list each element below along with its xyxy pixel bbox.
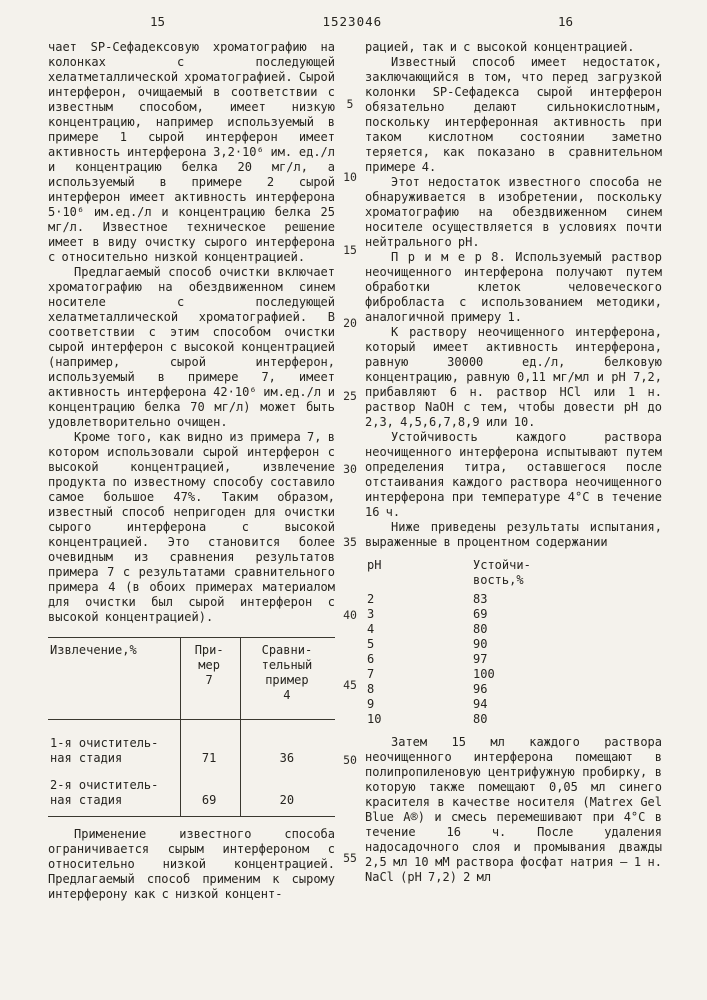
line-number: 30	[343, 462, 357, 476]
paragraph: рацией, так и с высокой концентрацией.	[365, 40, 635, 54]
line-number: 25	[343, 389, 357, 403]
line-number: 10	[343, 170, 357, 184]
table-cell-ph: 2	[367, 592, 375, 606]
table-cell-ph: 6	[367, 652, 375, 666]
paragraph: Устойчивость каждого раствора неочищенного интерферона испытывают путем определения титра, оставшегося после отстаивания каждого раствора неочищенного интерферона при температуре 4°С в течение 16 ч.	[365, 430, 662, 519]
page-content	[48, 40, 662, 994]
table-row	[367, 607, 531, 622]
table-cell-value: 71	[180, 720, 240, 775]
table-cell-ph: 7	[367, 667, 375, 681]
table-cell-stability: 97	[473, 652, 488, 666]
table-header-row	[367, 558, 531, 592]
paragraph: Кроме того, как видно из примера 7, в котором использовали сырой интерферон с высокой концентрацией, извлечение продукта по известному способу составило самое большое 47%. Таким образом, известный способ непригоден для очистки сырого интерферона с высокой концентрацией. Это становится более очевидным из сравнения результатов примера 7 с результатами сравнительного примера 4 (в обоих примерах материалом для очистки был сырой интерферон с высокой концентрацией).	[48, 430, 335, 624]
table-header-comparative: Сравни- тельный пример 4	[240, 638, 335, 720]
line-number: 55	[343, 851, 357, 865]
table-row	[367, 667, 531, 682]
table-row	[367, 592, 531, 607]
table-cell-ph: 5	[367, 637, 375, 651]
table-cell-stability: 80	[473, 712, 488, 726]
table-cell-stage-2: 2-я очиститель- ная стадия	[50, 778, 159, 807]
table-header-extraction: Извлечение,%	[48, 638, 180, 720]
right-page-number: 16	[558, 14, 574, 29]
table-header-example-7: При- мер 7	[180, 638, 240, 720]
table-row	[48, 720, 335, 775]
center-gutter	[335, 40, 365, 994]
table-cell-stage-1: 1-я очиститель- ная стадия	[50, 736, 159, 765]
table-cell-ph: 9	[367, 697, 375, 711]
paragraph: Этот недостаток известного способа не обнаруживается в изобретении, поскольку хроматографию на обездвиженном синем носителе осуществляется в условиях почти нейтрального pH.	[365, 175, 662, 249]
paragraph: Предлагаемый способ очистки включает хроматографию на обездвиженном синем носителе с последующей хелатметаллической хроматографией. В соответствии с этим способом очистки сырой интерферон с высокой концентрацией (например, сырой интерферон, используемый в примере 7, имеет активность интерферона 42·10⁶ им.ед./л и концентрацию белка 70 мг/л) может быть удовлетворительно очищен.	[48, 265, 335, 429]
line-number: 45	[343, 678, 357, 692]
left-column	[48, 40, 335, 994]
table-cell-stability: 90	[473, 637, 488, 651]
table-cell-ph: 4	[367, 622, 375, 636]
table-cell-stability: 80	[473, 622, 488, 636]
table-cell-value: 20	[240, 774, 335, 817]
line-number: 35	[343, 535, 357, 549]
table-header-ph: pH	[367, 558, 382, 572]
ph-stability-table	[367, 558, 531, 727]
table-row	[48, 774, 335, 817]
line-number: 5	[346, 97, 354, 111]
table-row	[367, 697, 531, 712]
line-number: 50	[343, 753, 357, 767]
table-cell-ph: 10	[367, 712, 382, 726]
table-cell-ph: 3	[367, 607, 375, 621]
paragraph: чает SP-Сефадексовую хроматографию на колонках с последующей хелатметаллической хроматографией. Сырой интерферон, очищаемый в соответствии с известным способом, имеет низкую концентрацию, например используемый в примере 1 сырой интерферон имеет активность интерферона 3,2·10⁶ им. ед./л и концентрацию белка 20 мг/л, а используемый в примере 2 сырой интерферон имеет активность интерферона 5·10⁶ им.ед./л и концентрацию белка 25 мг/л. Известное техническое решение имеет в виду очистку сырого интерферона с относительно низкой концентрацией.	[48, 40, 335, 264]
table-row	[367, 682, 531, 697]
table-row	[367, 637, 531, 652]
table-row	[367, 652, 531, 667]
paragraph: Ниже приведены результаты испытания, выраженные в процентном содержании	[365, 520, 662, 549]
paragraph: Известный способ имеет недостаток, заключающийся в том, что перед загрузкой колонки SP-Сефадекса сырой интерферон обязательно делают сильнокислотным, поскольку интерферонная активность при таком кислотном состоянии заметно теряется, как показано в сравнительном примере 4.	[365, 55, 662, 174]
table-cell-ph: 8	[367, 682, 375, 696]
extraction-table	[48, 637, 335, 817]
line-number: 20	[343, 316, 357, 330]
line-number: 40	[343, 608, 357, 622]
paragraph: П р и м е р 8. Используемый раствор неочищенного интерферона получают путем обработки клеток человеческого фибробласта с использованием методики, аналогичной примеру 1.	[365, 250, 662, 324]
table-cell-stability: 83	[473, 592, 488, 606]
table-cell-stability: 96	[473, 682, 488, 696]
table-row	[367, 712, 531, 727]
left-page-number: 15	[150, 14, 166, 29]
table-header-row	[48, 638, 335, 720]
table-cell-stability: 69	[473, 607, 488, 621]
table-header-stability: Устойчи- вость,%	[473, 558, 531, 587]
table-cell-value: 36	[240, 720, 335, 775]
table-row	[367, 622, 531, 637]
right-column	[365, 40, 662, 994]
document-number: 1523046	[322, 14, 383, 29]
table-cell-stability: 100	[473, 667, 495, 681]
page-header	[0, 14, 707, 34]
line-number: 15	[343, 243, 357, 257]
paragraph: К раствору неочищенного интерферона, который имеет активность интерферона, равную 30000 ед./л, белковую концентрацию, равную 0,11 мг/мл и pH 7,2, прибавляют 6 н. раствор HCl или 1 н. раствор NaOH с тем, чтобы довести pH до 2,3, 4,5,6,7,8,9 или 10.	[365, 325, 662, 429]
table-cell-stability: 94	[473, 697, 488, 711]
table-cell-value: 69	[180, 774, 240, 817]
paragraph: Применение известного способа ограничивается сырым интерфероном с относительно низкой концентрацией. Предлагаемый способ применим к сырому интерферону как с низкой концент-	[48, 827, 335, 901]
paragraph: Затем 15 мл каждого раствора неочищенного интерферона помещают в полипропиленовую центрифужную пробирку, в которую также помещают 0,05 мл синего красителя в качестве носителя (Matrex Gel Blue A®) и смесь перемешивают при 4°С в течение 16 ч. После удаления надосадочного слоя и промывания дважды 2,5 мл 10 мМ раствора фосфат натрия — 1 н. NaCl (pH 7,2) 2 мл	[365, 735, 662, 884]
